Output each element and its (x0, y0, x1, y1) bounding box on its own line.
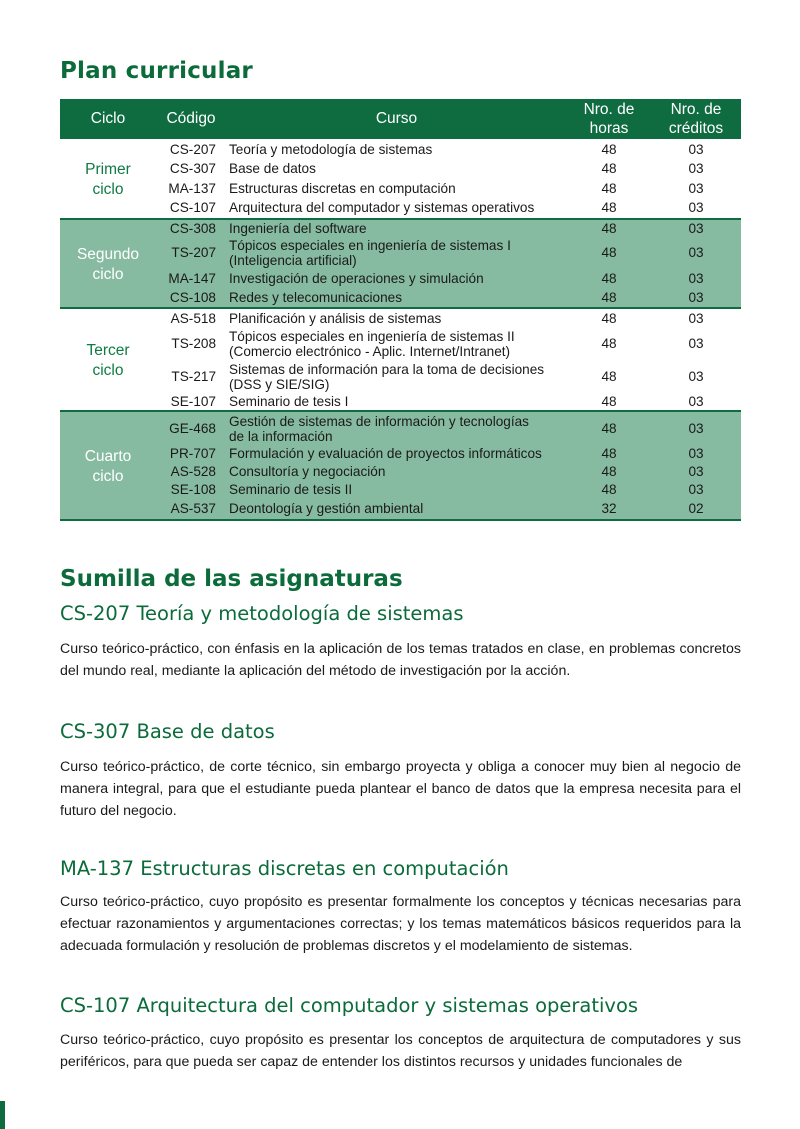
sumilla-heading: CS-307 Base de datos (60, 720, 275, 743)
header-creditos-line1: Nro. de (670, 101, 722, 118)
table-row (60, 270, 741, 289)
course-name: Sistemas de información para la toma de decisiones (DSS y SIE/SIG) (229, 362, 545, 392)
table-row (60, 179, 741, 199)
course-code: MA-137 (168, 180, 216, 196)
table-row (60, 308, 741, 328)
course-name: Tópicos especiales en ingeniería de sistemas I (Inteligencia artificial) (226, 237, 567, 270)
header-creditos (651, 99, 741, 139)
sumilla-title: Sumilla de las asignaturas (60, 566, 403, 592)
table-row (60, 445, 741, 463)
course-hours: 48 (601, 369, 617, 385)
course-name: Tópicos especiales en ingeniería de sistemas II (Comercio electrónico - Aplic. Internet/Intranet) (229, 329, 515, 359)
course-hours: 48 (567, 237, 651, 270)
table-row (60, 199, 741, 219)
course-code: CS-207 (169, 141, 216, 157)
course-hours: 48 (601, 200, 617, 216)
header-ciclo: Ciclo (60, 99, 156, 139)
course-code: TS-207 (156, 237, 226, 270)
cycle-label-line1: Cuarto (84, 447, 132, 465)
header-curso: Curso (226, 99, 567, 139)
course-code: AS-518 (170, 311, 216, 327)
course-code: AS-528 (156, 463, 226, 481)
course-name: Ingeniería del software (226, 219, 567, 237)
sumilla-paragraph: Curso teórico-práctico, con énfasis en la aplicación de los temas tratados en clase, en problemas concretos del mundo real, mediante la aplicación del método de investigación por la acción. (60, 641, 741, 679)
table-row (60, 328, 741, 361)
header-horas-line2: horas (589, 120, 629, 137)
cycle-label (60, 219, 156, 308)
table-row (60, 500, 741, 520)
course-credits: 03 (651, 237, 741, 270)
course-code: CS-108 (156, 289, 226, 308)
table-row (60, 159, 741, 179)
cycle-group-4 (60, 411, 741, 520)
course-code: GE-468 (156, 411, 226, 445)
course-code: SE-108 (156, 481, 226, 500)
course-hours: 48 (567, 445, 651, 463)
course-credits: 03 (651, 219, 741, 237)
course-code: TS-217 (171, 369, 216, 385)
page-corner-mark (0, 1101, 5, 1129)
course-credits: 03 (688, 393, 704, 409)
cycle-label (60, 411, 156, 520)
course-hours: 48 (567, 270, 651, 289)
sumilla-paragraph: Curso teórico-práctico, cuyo propósito es presentar formalmente los conceptos y técnicas necesarias para efectuar razonamientos y argumentaciones correctas; y los temas matemáticos básicos requeridos para la adecuada formulación y resolución de problemas discretos y el modelamiento de sistemas. (60, 894, 741, 954)
course-name: Base de datos (229, 160, 316, 176)
course-name: Planificación y análisis de sistemas (229, 311, 442, 327)
course-credits: 03 (651, 445, 741, 463)
cycle-group-2 (60, 219, 741, 308)
course-credits: 03 (688, 141, 704, 157)
course-hours: 48 (601, 180, 617, 196)
course-name: Estructuras discretas en computación (229, 180, 456, 196)
course-credits: 03 (651, 411, 741, 445)
table-row (60, 411, 741, 445)
course-hours: 48 (567, 289, 651, 308)
table-row (60, 361, 741, 394)
sumilla-heading: CS-107 Arquitectura del computador y sistemas operativos (60, 994, 639, 1017)
cycle-label (60, 139, 156, 219)
cycle-label-line2: ciclo (92, 361, 124, 379)
table-row (60, 219, 741, 237)
cycle-label-line1: Segundo (76, 245, 140, 263)
course-name: Arquitectura del computador y sistemas operativos (229, 200, 535, 216)
cycle-label-line1: Primer (85, 160, 131, 178)
cycle-label-line2: ciclo (92, 180, 124, 198)
course-credits: 03 (688, 160, 704, 176)
course-credits: 03 (651, 463, 741, 481)
header-horas-line1: Nro. de (583, 101, 635, 118)
course-name: Investigación de operaciones y simulación (226, 270, 567, 289)
sumilla-heading: CS-207 Teoría y metodología de sistemas (60, 602, 464, 625)
course-code: CS-307 (169, 160, 216, 176)
course-name: Seminario de tesis II (226, 481, 567, 500)
course-code: CS-308 (156, 219, 226, 237)
curriculum-table (60, 99, 741, 521)
course-credits: 03 (688, 336, 704, 352)
table-row (60, 139, 741, 159)
course-name: Seminario de tesis I (229, 393, 349, 409)
course-name: Gestión de sistemas de información y tecnologías de la información (226, 411, 567, 445)
course-code: CS-107 (169, 200, 216, 216)
course-credits: 03 (651, 481, 741, 500)
course-hours: 48 (567, 481, 651, 500)
course-hours: 48 (567, 463, 651, 481)
cycle-label-line2: ciclo (92, 265, 124, 283)
header-creditos-line2: créditos (668, 120, 724, 137)
course-credits: 03 (688, 180, 704, 196)
course-code: TS-208 (171, 336, 216, 352)
table-row (60, 463, 741, 481)
cycle-group-1 (60, 139, 741, 219)
course-hours: 48 (601, 141, 617, 157)
course-hours: 48 (601, 393, 617, 409)
course-hours: 48 (601, 311, 617, 327)
course-name: Redes y telecomunicaciones (226, 289, 567, 308)
cycle-label-line2: ciclo (92, 467, 124, 485)
course-hours: 48 (567, 219, 651, 237)
course-name: Formulación y evaluación de proyectos informáticos (226, 445, 567, 463)
course-code: MA-147 (156, 270, 226, 289)
table-row (60, 394, 741, 411)
cycle-group-3 (60, 308, 741, 411)
course-credits: 03 (651, 270, 741, 289)
course-credits: 03 (651, 289, 741, 308)
course-code: PR-707 (156, 445, 226, 463)
course-hours: 48 (601, 336, 617, 352)
course-name: Teoría y metodología de sistemas (229, 141, 433, 157)
course-name: Consultoría y negociación (226, 463, 567, 481)
course-code: AS-537 (156, 500, 226, 520)
sumilla-paragraph: Curso teórico-práctico, de corte técnico, sin embargo proyecta y obliga a conocer muy bien al negocio de manera integral, para que el estudiante pueda plantear el banco de datos que la empresa necesita para el futuro del negocio. (60, 759, 741, 819)
table-row (60, 237, 741, 270)
course-credits: 02 (651, 500, 741, 520)
course-credits: 03 (688, 369, 704, 385)
header-codigo: Código (156, 99, 226, 139)
course-credits: 03 (688, 200, 704, 216)
plan-title: Plan curricular (60, 58, 253, 84)
sumilla-heading: MA-137 Estructuras discretas en computación (60, 857, 509, 880)
course-code: SE-107 (170, 393, 216, 409)
cycle-label-line1: Tercer (86, 341, 130, 359)
table-row (60, 289, 741, 308)
sumilla-paragraph: Curso teórico-práctico, cuyo propósito es presentar los conceptos de arquitectura de computadores y sus periféricos, para que pueda ser capaz de entender los distintos recursos y unidades funcionales de (60, 1032, 741, 1070)
course-hours: 32 (567, 500, 651, 520)
course-hours: 48 (601, 160, 617, 176)
table-row (60, 481, 741, 500)
table-header-row (60, 99, 741, 139)
header-horas (567, 99, 651, 139)
course-hours: 48 (567, 411, 651, 445)
course-name: Deontología y gestión ambiental (226, 500, 567, 520)
cycle-label (60, 308, 156, 411)
course-credits: 03 (688, 311, 704, 327)
